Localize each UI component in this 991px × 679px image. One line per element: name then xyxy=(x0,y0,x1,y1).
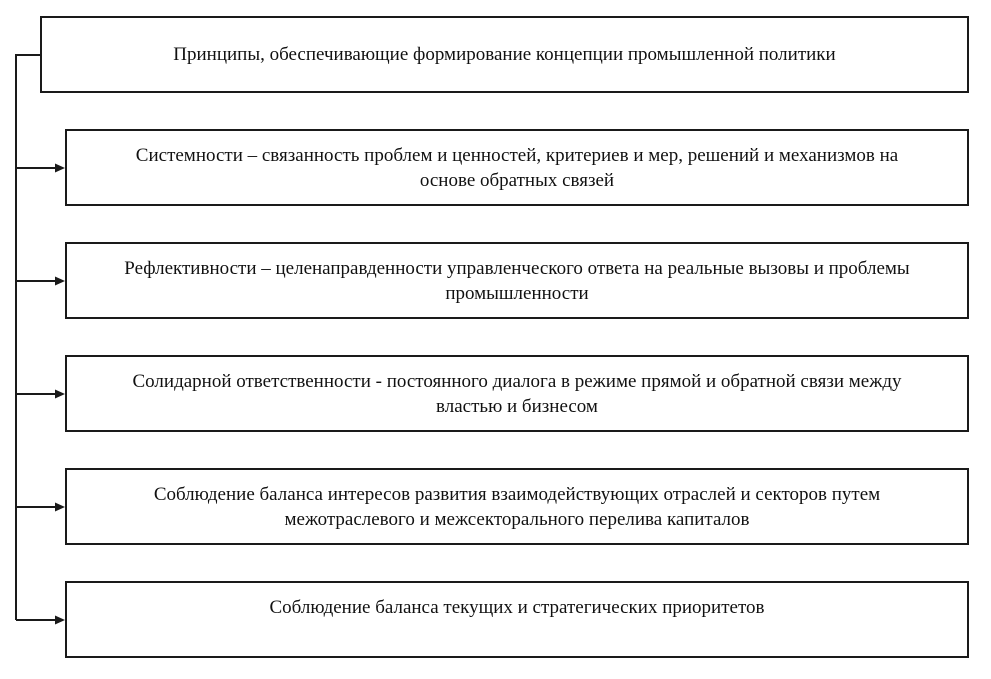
principle-line-1: Рефлективности – целенаправденности управленческого ответа на реальные вызовы и проблемы xyxy=(124,258,910,279)
principle-box-systemness xyxy=(65,129,969,206)
principle-text xyxy=(154,482,880,532)
principle-text xyxy=(136,143,898,193)
arrowhead-icon xyxy=(55,164,65,173)
arrowhead-icon xyxy=(55,503,65,512)
principle-text xyxy=(133,369,902,419)
principle-box-reflectivity xyxy=(65,242,969,319)
root-principles-text: Принципы, обеспечивающие формирование концепции промышленной политики xyxy=(173,44,836,65)
arrowhead-icon xyxy=(55,390,65,399)
principle-text xyxy=(124,256,909,306)
arrowhead-icon xyxy=(55,616,65,625)
root-principles-box xyxy=(40,16,969,93)
principle-line-1: Системности – связанность проблем и ценностей, критериев и мер, решений и механизмов на xyxy=(135,145,899,166)
principle-line-1: Солидарной ответственности - постоянного диалога в режиме прямой и обратной связи между xyxy=(132,371,902,392)
principle-line-1: Соблюдение баланса интересов развития взаимодействующих отраслей и секторов путем xyxy=(153,484,881,505)
principle-line-2: властью и бизнесом xyxy=(436,396,598,417)
principle-line-2: основе обратных связей xyxy=(419,170,615,191)
principle-line-2: межотраслевого и межсекторального перелива капиталов xyxy=(284,509,750,530)
principle-box-priority-balance xyxy=(65,581,969,658)
principle-line-2: промышленности xyxy=(445,283,589,304)
principle-box-solidarity xyxy=(65,355,969,432)
principle-text xyxy=(270,595,765,620)
arrowhead-icon xyxy=(55,277,65,286)
principle-line-1: Соблюдение баланса текущих и стратегических приоритетов xyxy=(269,597,765,618)
principle-box-interest-balance xyxy=(65,468,969,545)
